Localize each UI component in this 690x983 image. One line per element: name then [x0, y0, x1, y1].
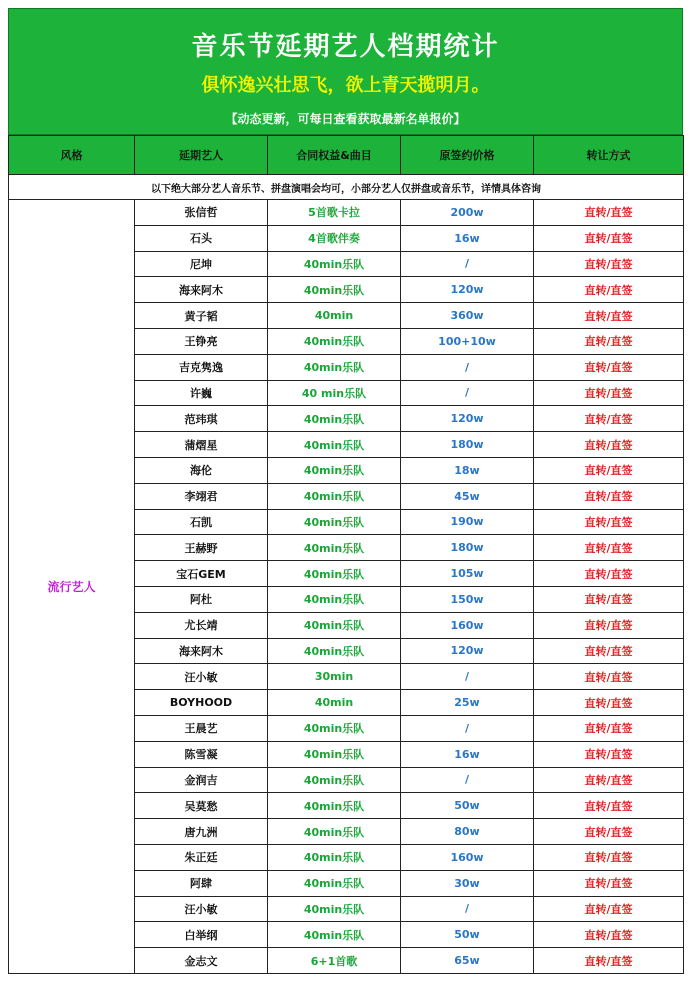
style-cell: 流行艺人 — [9, 200, 135, 974]
artist-cell: 金润吉 — [135, 767, 268, 793]
contract-cell: 40min乐队 — [268, 844, 401, 870]
transfer-cell: 直转/直签 — [534, 303, 684, 329]
transfer-cell: 直转/直签 — [534, 948, 684, 974]
artist-cell: 黄子韬 — [135, 303, 268, 329]
artist-cell: 张信哲 — [135, 200, 268, 226]
price-cell: 160w — [401, 844, 534, 870]
contract-cell: 40min乐队 — [268, 922, 401, 948]
price-cell: 190w — [401, 509, 534, 535]
artist-cell: 海来阿木 — [135, 638, 268, 664]
transfer-cell: 直转/直签 — [534, 432, 684, 458]
transfer-cell: 直转/直签 — [534, 328, 684, 354]
transfer-cell: 直转/直签 — [534, 561, 684, 587]
artist-cell: 尼坤 — [135, 251, 268, 277]
contract-cell: 40min乐队 — [268, 457, 401, 483]
price-cell: 45w — [401, 483, 534, 509]
artist-cell: 王铮亮 — [135, 328, 268, 354]
artist-cell: 汪小敏 — [135, 664, 268, 690]
artist-cell: 朱正廷 — [135, 844, 268, 870]
price-cell: 180w — [401, 432, 534, 458]
price-cell: 50w — [401, 793, 534, 819]
column-header-artist: 延期艺人 — [135, 136, 268, 175]
artist-cell: 蒲熠星 — [135, 432, 268, 458]
artist-cell: 唐九洲 — [135, 819, 268, 845]
contract-cell: 40min乐队 — [268, 535, 401, 561]
artist-cell: 范玮琪 — [135, 406, 268, 432]
transfer-cell: 直转/直签 — [534, 690, 684, 716]
transfer-cell: 直转/直签 — [534, 715, 684, 741]
transfer-cell: 直转/直签 — [534, 200, 684, 226]
transfer-cell: 直转/直签 — [534, 793, 684, 819]
contract-cell: 40min乐队 — [268, 354, 401, 380]
contract-cell: 40min乐队 — [268, 612, 401, 638]
transfer-cell: 直转/直签 — [534, 664, 684, 690]
contract-cell: 40min乐队 — [268, 432, 401, 458]
notice-row — [9, 175, 684, 200]
artist-cell: 王晨艺 — [135, 715, 268, 741]
notice-text: 以下绝大部分艺人音乐节、拼盘演唱会均可，小部分艺人仅拼盘或音乐节，详情具体咨询 — [9, 175, 684, 200]
update-note: 【动态更新，可每日查看获取最新名单报价】 — [225, 112, 466, 126]
page-title: 音乐节延期艺人档期统计 — [191, 32, 500, 62]
price-cell: 105w — [401, 561, 534, 587]
transfer-cell: 直转/直签 — [534, 509, 684, 535]
transfer-cell: 直转/直签 — [534, 586, 684, 612]
contract-cell: 6+1首歌 — [268, 948, 401, 974]
transfer-cell: 直转/直签 — [534, 277, 684, 303]
price-cell: / — [401, 896, 534, 922]
price-cell: 120w — [401, 406, 534, 432]
contract-cell: 40min乐队 — [268, 638, 401, 664]
artist-cell: 石凯 — [135, 509, 268, 535]
schedule-sheet — [8, 8, 683, 974]
column-header-transfer: 转让方式 — [534, 136, 684, 175]
transfer-cell: 直转/直签 — [534, 638, 684, 664]
artist-cell: 汪小敏 — [135, 896, 268, 922]
page-subtitle: 俱怀逸兴壮思飞，欲上青天揽明月。 — [201, 75, 490, 96]
price-cell: 360w — [401, 303, 534, 329]
price-cell: 65w — [401, 948, 534, 974]
artist-cell: 阿杜 — [135, 586, 268, 612]
price-cell: 120w — [401, 277, 534, 303]
price-cell: 50w — [401, 922, 534, 948]
artist-cell: 石头 — [135, 225, 268, 251]
artist-cell: BOYHOOD — [135, 690, 268, 716]
price-cell: / — [401, 251, 534, 277]
column-header-style: 风格 — [9, 136, 135, 175]
transfer-cell: 直转/直签 — [534, 457, 684, 483]
price-cell: 180w — [401, 535, 534, 561]
price-cell: 30w — [401, 870, 534, 896]
artist-cell: 白举纲 — [135, 922, 268, 948]
contract-cell: 40min乐队 — [268, 741, 401, 767]
transfer-cell: 直转/直签 — [534, 844, 684, 870]
price-cell: / — [401, 664, 534, 690]
contract-cell: 40min乐队 — [268, 870, 401, 896]
price-cell: 150w — [401, 586, 534, 612]
contract-cell: 40min乐队 — [268, 767, 401, 793]
header-banner — [8, 8, 683, 135]
column-header-price: 原签约价格 — [401, 136, 534, 175]
price-cell: 120w — [401, 638, 534, 664]
price-cell: 160w — [401, 612, 534, 638]
price-cell: 100+10w — [401, 328, 534, 354]
price-cell: / — [401, 715, 534, 741]
artist-cell: 宝石GEM — [135, 561, 268, 587]
transfer-cell: 直转/直签 — [534, 767, 684, 793]
contract-cell: 30min — [268, 664, 401, 690]
transfer-cell: 直转/直签 — [534, 922, 684, 948]
artist-cell: 海伦 — [135, 457, 268, 483]
contract-cell: 40min — [268, 303, 401, 329]
transfer-cell: 直转/直签 — [534, 251, 684, 277]
artist-cell: 王赫野 — [135, 535, 268, 561]
price-cell: 18w — [401, 457, 534, 483]
artist-cell: 吉克隽逸 — [135, 354, 268, 380]
price-cell: 80w — [401, 819, 534, 845]
transfer-cell: 直转/直签 — [534, 819, 684, 845]
artist-table — [8, 135, 684, 974]
contract-cell: 40 min乐队 — [268, 380, 401, 406]
transfer-cell: 直转/直签 — [534, 225, 684, 251]
contract-cell: 40min乐队 — [268, 251, 401, 277]
contract-cell: 4首歌伴奏 — [268, 225, 401, 251]
transfer-cell: 直转/直签 — [534, 535, 684, 561]
contract-cell: 5首歌卡拉 — [268, 200, 401, 226]
transfer-cell: 直转/直签 — [534, 741, 684, 767]
artist-cell: 吴莫愁 — [135, 793, 268, 819]
price-cell: 16w — [401, 225, 534, 251]
contract-cell: 40min乐队 — [268, 896, 401, 922]
contract-cell: 40min乐队 — [268, 819, 401, 845]
transfer-cell: 直转/直签 — [534, 483, 684, 509]
transfer-cell: 直转/直签 — [534, 612, 684, 638]
contract-cell: 40min乐队 — [268, 715, 401, 741]
price-cell: / — [401, 767, 534, 793]
artist-cell: 陈雪凝 — [135, 741, 268, 767]
artist-cell: 许巍 — [135, 380, 268, 406]
artist-cell: 尤长靖 — [135, 612, 268, 638]
artist-cell: 海来阿木 — [135, 277, 268, 303]
price-cell: / — [401, 380, 534, 406]
transfer-cell: 直转/直签 — [534, 406, 684, 432]
contract-cell: 40min乐队 — [268, 406, 401, 432]
contract-cell: 40min乐队 — [268, 483, 401, 509]
table-row — [9, 200, 684, 226]
contract-cell: 40min乐队 — [268, 561, 401, 587]
contract-cell: 40min乐队 — [268, 328, 401, 354]
transfer-cell: 直转/直签 — [534, 380, 684, 406]
price-cell: 16w — [401, 741, 534, 767]
contract-cell: 40min乐队 — [268, 793, 401, 819]
price-cell: 25w — [401, 690, 534, 716]
table-header-row — [9, 136, 684, 175]
price-cell: / — [401, 354, 534, 380]
contract-cell: 40min乐队 — [268, 277, 401, 303]
artist-cell: 金志文 — [135, 948, 268, 974]
column-header-contract: 合同权益&曲目 — [268, 136, 401, 175]
contract-cell: 40min — [268, 690, 401, 716]
artist-cell: 阿肆 — [135, 870, 268, 896]
transfer-cell: 直转/直签 — [534, 896, 684, 922]
contract-cell: 40min乐队 — [268, 509, 401, 535]
price-cell: 200w — [401, 200, 534, 226]
transfer-cell: 直转/直签 — [534, 870, 684, 896]
artist-cell: 李翊君 — [135, 483, 268, 509]
transfer-cell: 直转/直签 — [534, 354, 684, 380]
contract-cell: 40min乐队 — [268, 586, 401, 612]
